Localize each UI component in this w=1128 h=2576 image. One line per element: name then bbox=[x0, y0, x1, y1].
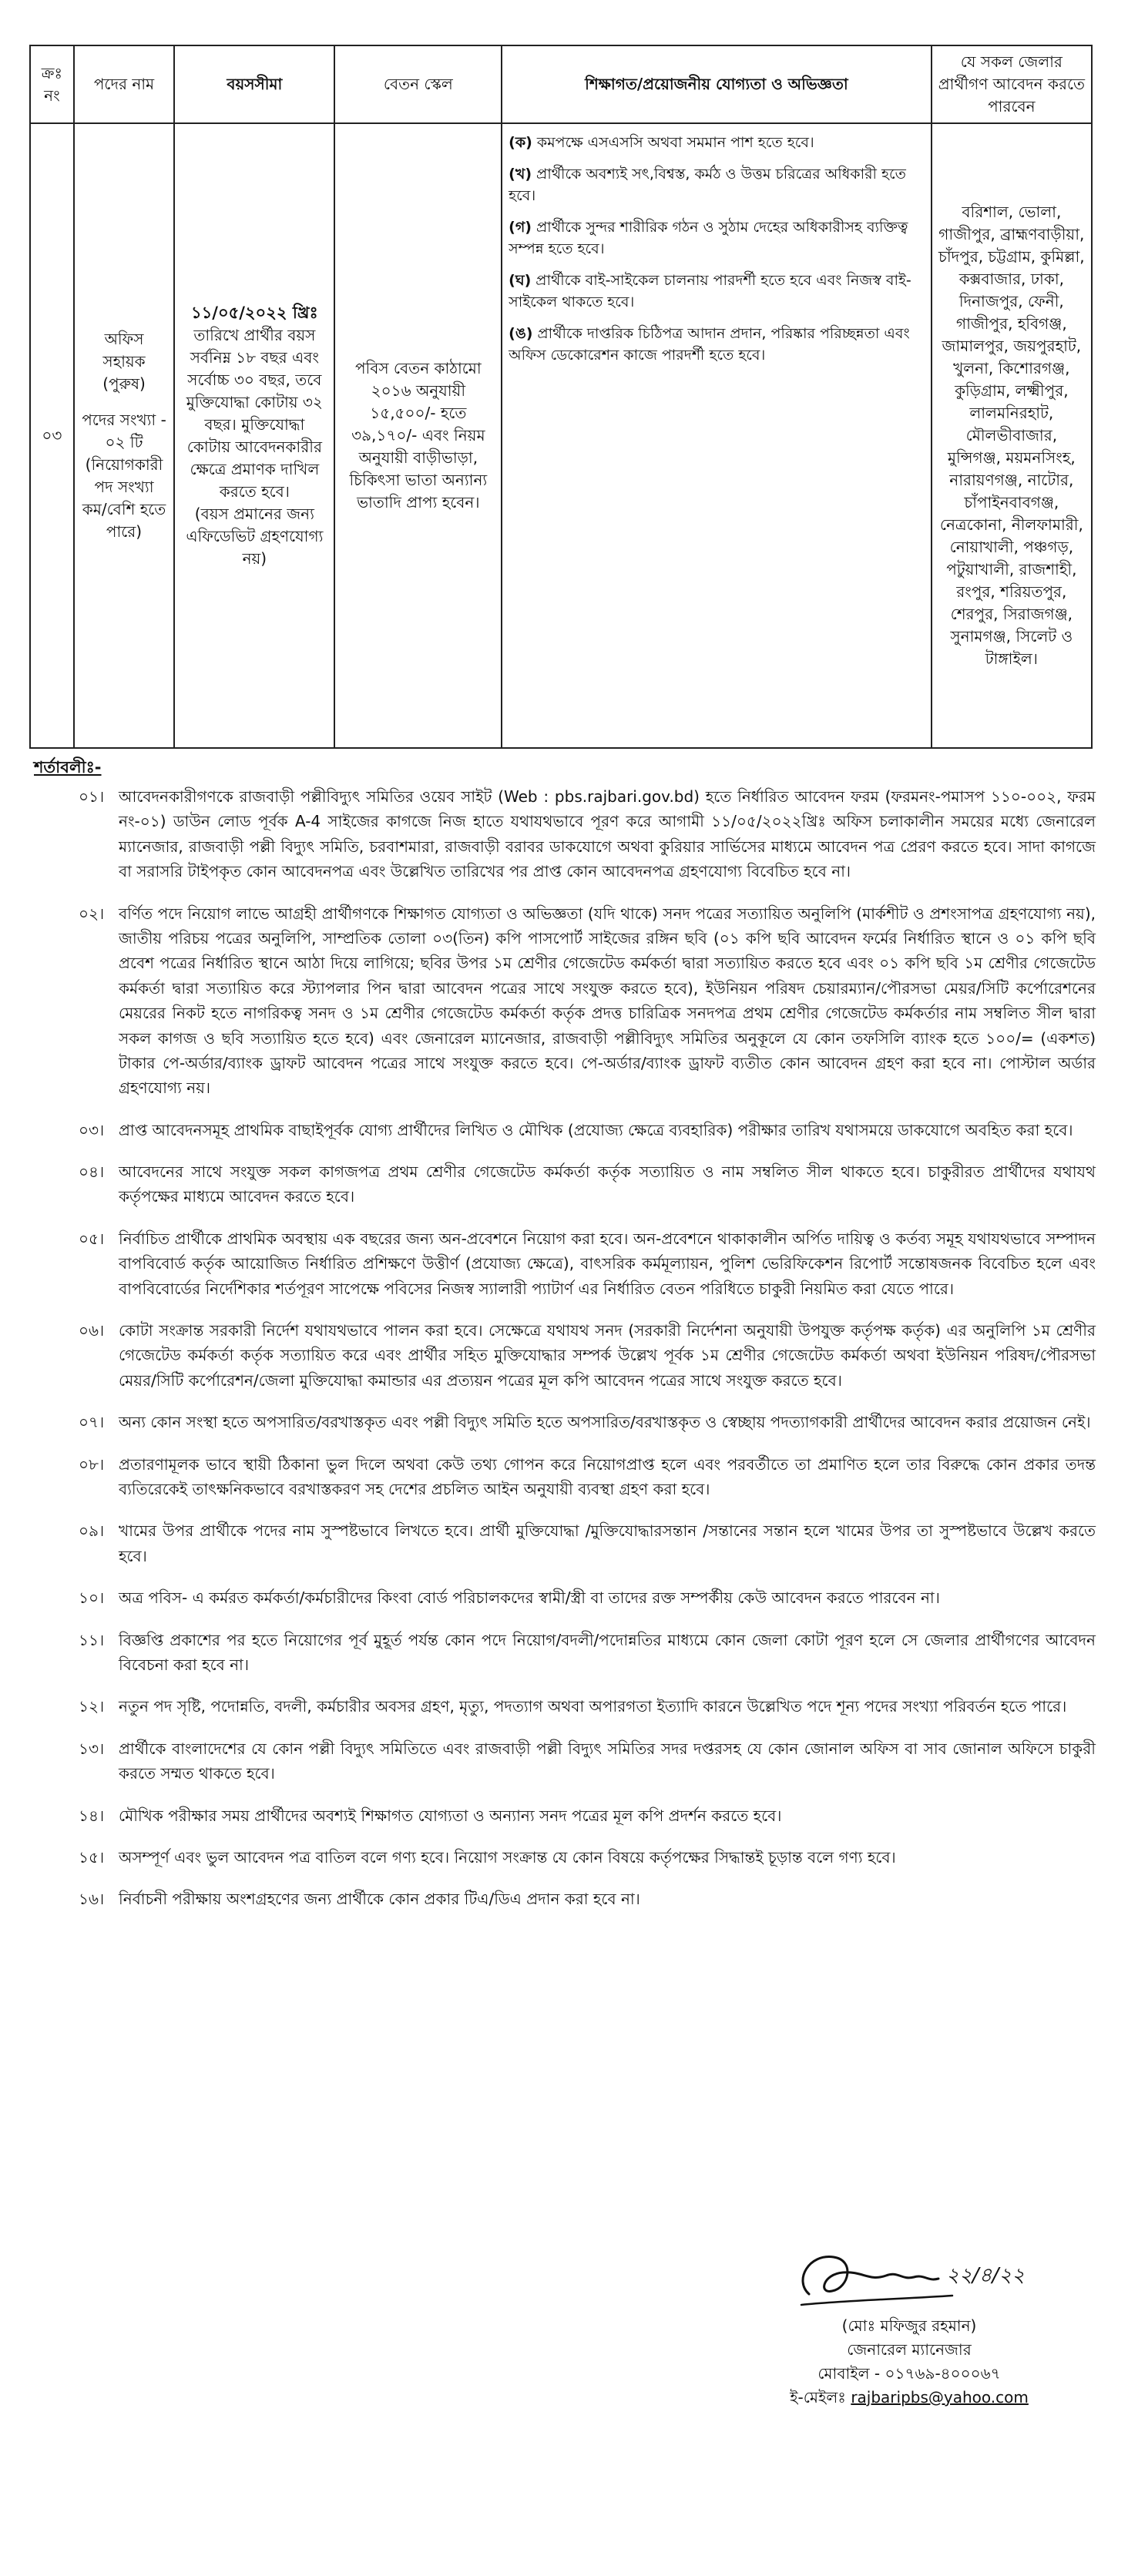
header-post-name: পদের নাম bbox=[74, 45, 174, 123]
signature-underline bbox=[801, 2296, 952, 2305]
table-row bbox=[30, 123, 1092, 748]
qualification-text: প্রার্থীকে বাই-সাইকেল চালনায় পারদর্শী হতে হবে এবং নিজস্ব বাই-সাইকেল থাকতে হবে। bbox=[509, 271, 911, 310]
condition-text: মৌখিক পরীক্ষার সময় প্রার্থীদের অবশ্যই শিক্ষাগত যোগ্যতা ও অন্যান্য সনদ পত্রের মূল কপি প্রদর্শন করতে হবে। bbox=[119, 1806, 782, 1825]
list-item bbox=[34, 1159, 1096, 1209]
post-note: (নিয়োগকারী পদ সংখ্যা কম/বেশি হতে পারে) bbox=[82, 455, 166, 541]
signatory-name: (মোঃ মফিজুর রহমান) bbox=[841, 2316, 977, 2335]
qualification-item bbox=[509, 163, 925, 207]
condition-number: ১২। bbox=[79, 1697, 105, 1716]
condition-number: ০৫। bbox=[79, 1229, 105, 1248]
condition-number: ১৬। bbox=[79, 1890, 105, 1909]
condition-text: নির্বাচনী পরীক্ষায় অংশগ্রহণের জন্য প্রার্থীকে কোন প্রকার টিএ/ডিএ প্রদান করা হবে না। bbox=[119, 1890, 640, 1909]
list-item bbox=[34, 784, 1096, 884]
list-item bbox=[34, 1452, 1096, 1502]
age-cell bbox=[174, 123, 334, 748]
header-serial: ক্রঃ নং bbox=[30, 45, 74, 123]
pay-scale-cell: পবিস বেতন কাঠামো ২০১৬ অনুযায়ী ১৫,৫০০/- হতে ৩৯,১৭০/- এবং নিয়ম অনুযায়ী বাড়ীভাড়া, চিকিৎসা ভাতা অন্যান্য ভাতাদি প্রাপ্য হবেন। bbox=[334, 123, 502, 748]
qualification-cell bbox=[502, 123, 932, 748]
qualification-item bbox=[509, 270, 925, 314]
eligible-districts-cell: বরিশাল, ভোলা, গাজীপুর, ব্রাহ্মণবাড়ীয়া, চাঁদপুর, চট্টগ্রাম, কুমিল্লা, কক্সবাজার, ঢাকা, দিনাজপুর, ফেনী, গাজীপুর, হবিগঞ্জ, জামালপুর, জয়পুরহাট, খুলনা, কিশোরগঞ্জ, কুড়িগ্রাম, লক্ষ্মীপুর, লালমনিরহাট, মৌলভীবাজার, মুন্সিগঞ্জ, ময়মনসিংহ, নারায়ণগঞ্জ, নাটোর, চাঁপাইনবাবগঞ্জ, নেত্রকোনা, নীলফামারী, নোয়াখালী, পঞ্চগড়, পটুয়াখালী, রাজশাহী, রংপুর, শরিয়তপুর, শেরপুর, সিরাজগঞ্জ, সুনামগঞ্জ, সিলেট ও টাঙ্গাইল। bbox=[932, 123, 1092, 748]
list-item bbox=[34, 1518, 1096, 1568]
condition-text: আবেদনের সাথে সংযুক্ত সকল কাগজপত্র প্রথম শ্রেণীর গেজেটেড কর্মকর্তা কর্তৃক সত্যায়িত ও নাম সম্বলিত সীল থাকতে হবে। চাকুরীরত প্রার্থীদের যথাযথ কর্তৃপক্ষের মাধ্যমে আবেদন করতে হবে। bbox=[119, 1162, 1096, 1206]
signatory-mobile: মোবাইল - ০১৭৬৯-৪০০০৬৭ bbox=[817, 2364, 1001, 2383]
list-item bbox=[34, 1736, 1096, 1786]
age-note: (বয়স প্রমানের জন্য এফিডেভিট গ্রহণযোগ্য নয়) bbox=[186, 505, 324, 569]
condition-text: অত্র পবিস- এ কর্মরত কর্মকর্তা/কর্মচারীদের কিংবা বোর্ড পরিচালকদের স্বামী/স্ত্রী বা তাদের রক্ত সম্পর্কীয় কেউ আবেদন করতে পারবেন না। bbox=[119, 1588, 940, 1608]
post-count: পদের সংখ্যা - ০২ টি bbox=[82, 411, 166, 451]
condition-number: ০৮। bbox=[79, 1454, 105, 1474]
qualification-item bbox=[509, 323, 925, 367]
list-item bbox=[34, 1226, 1096, 1301]
qualification-item bbox=[509, 132, 925, 154]
condition-number: ১০। bbox=[79, 1588, 105, 1608]
header-districts: যে সকল জেলার প্রার্থীগণ আবেদন করতে পারবেন bbox=[932, 45, 1092, 123]
list-item bbox=[34, 1318, 1096, 1393]
signatory-email-row bbox=[740, 2386, 1079, 2410]
age-text: তারিখে প্রার্থীর বয়স সর্বনিম্ন ১৮ বছর এবং সর্বোচ্চ ৩০ বছর, তবে মুক্তিযোদ্ধা কোটায় ৩২ বছর। মুক্তিযোদ্ধা কোটায় আবেদনকারীর ক্ষেত্রে প্রমাণক দাখিল করতে হবে। bbox=[186, 326, 323, 501]
conditions-list bbox=[34, 784, 1096, 1929]
qualification-text: প্রার্থীকে অবশ্যই সৎ,বিশ্বস্ত, কর্মঠ ও উত্তম চরিত্রের অধিকারী হতে হবে। bbox=[509, 165, 906, 204]
header-pay-scale: বেতন স্কেল bbox=[334, 45, 502, 123]
condition-text: বর্ণিত পদে নিয়োগ লাভে আগ্রহী প্রার্থীগণকে শিক্ষাগত যোগ্যতা ও অভিজ্ঞতা (যদি থাকে) সনদ পত্রের সত্যায়িত অনুলিপি (মার্কশীট ও প্রশংসাপত্র গ্রহণযোগ্য নয়), জাতীয় পরিচয় পত্রের অনুলিপি, সাম্প্রতিক তোলা ০৩(তিন) কপি পাসপোর্ট সাইজের রঙ্গিন ছবি (০১ কপি ছবি আবেদন ফর্মের নির্ধারিত স্থানে ও ০১ কপি ছবি প্রবেশ পত্রের নির্ধারিত স্থানে আঠা দিয়ে লাগিয়ে; ছবির উপর ১ম শ্রেণীর গেজেটেড কর্মকর্তা দ্বারা সত্যায়িত করতে হবে এবং ০১ কপি ছবি ১ম শ্রেণীর গেজেটেড কর্মকর্তা দ্বারা সত্যায়িত করে স্ট্যাপলার পিন দ্বারা আবেদন পত্রের সাথে সংযুক্ত করতে হবে), ইউনিয়ন পরিষদ চেয়ারম্যান/পৌরসভা মেয়র/সিটি কর্পোরেশনের মেয়রের নিকট হতে নাগরিকত্ব সনদ ও ১ম শ্রেণীর গেজেটেড কর্মকর্তা কর্তৃক প্রদত্ত চারিত্রিক সনদপত্র প্রথম শ্রেণীর গেজেটেড কর্মকর্তার নাম সম্বলিত সীল দ্বারা সকল কাগজ ও ছবি সত্যায়িত হতে হবে) এবং জেনারেল ম্যানেজার, রাজবাড়ী পল্লীবিদ্যুৎ সমিতির অনুকূলে যে কোন তফসিলি ব্যাংক হতে ১০০/= (একশত) টাকার পে-অর্ডার/ব্যাংক ড্রাফট আবেদন পত্রের সাথে সংযুক্ত করতে হবে। পে-অর্ডার/ব্যাংক ড্রাফট ব্যতীত কোন আবেদন গ্রহণ করা হবে না। পোস্টাল অর্ডার গ্রহণযোগ্য নয়। bbox=[119, 904, 1096, 1098]
age-reference-date: ১১/০৫/২০২২ খ্রিঃ bbox=[191, 303, 318, 322]
condition-text: খামের উপর প্রার্থীকে পদের নাম সুস্পষ্টভাবে লিখতে হবে। প্রার্থী মুক্তিযোদ্ধা /মুক্তিযোদ্ধারসন্তান /সন্তানের সন্তান হলে খামের উপর তা সুস্পষ্টভাবে উল্লেখ করতে হবে। bbox=[119, 1521, 1096, 1565]
row-serial: ০৩ bbox=[30, 123, 74, 748]
signature-block bbox=[740, 2234, 1079, 2410]
condition-text: অন্য কোন সংস্থা হতে অপসারিত/বরখাস্তকৃত এবং পল্লী বিদ্যুৎ সমিতি হতে অপসারিত/বরখাস্তকৃত ও স্বেচ্ছায় পদত্যাগকারী প্রার্থীদের আবেদন করার প্রয়োজন নেই। bbox=[119, 1413, 1091, 1432]
list-item bbox=[34, 1628, 1096, 1678]
qualification-mark: (ঘ) bbox=[509, 271, 532, 289]
condition-text: নির্বাচিত প্রার্থীকে প্রাথমিক অবস্থায় এক বছরের জন্য অন-প্রবেশনে নিয়োগ করা হবে। অন-প্রবেশনে থাকাকালীন অর্পিত দায়িত্ব ও কর্তব্য সমূহ যথাযথভাবে সম্পাদন বাপবিবোর্ড কর্তৃক আয়োজিত নির্ধারিত প্রশিক্ষণে উত্তীর্ণ (প্রযোজ্য ক্ষেত্রে), বাৎসরিক কর্মমূল্যায়ন, পুলিশ ভেরিফিকেশন রিপোর্ট সন্তোষজনক বিবেচিত হলে এবং বাপবিবোর্ডের নির্দেশিকার শর্তপূরণ সাপেক্ষে পবিসের নিজস্ব স্যালারী প্যাটার্ণ এর নির্ধারিত বেতন পরিধিতে চাকুরী নিয়মিত করা যেতে পারে। bbox=[119, 1229, 1096, 1298]
condition-text: প্রার্থীকে বাংলাদেশের যে কোন পল্লী বিদ্যুৎ সমিতিতে এবং রাজবাড়ী পল্লী বিদ্যুৎ সমিতির সদর দপ্তরসহ যে কোন জোনাল অফিস বা সাব জোনাল অফিসে চাকুরী করতে সম্মত থাকতে হবে। bbox=[119, 1739, 1096, 1783]
post-details-table bbox=[29, 45, 1093, 749]
condition-text: বিজ্ঞপ্তি প্রকাশের পর হতে নিয়োগের পূর্ব মুহূর্ত পর্যন্ত কোন পদে নিয়োগ/বদলী/পদোন্নতির মাধ্যমে কোন জেলা কোটা পূরণ হলে সে জেলার প্রার্থীগণের আবেদন বিবেচনা করা হবে না। bbox=[119, 1630, 1096, 1674]
list-item bbox=[34, 1118, 1096, 1142]
condition-text: প্রাপ্ত আবেদনসমূহ প্রাথমিক বাছাইপূর্বক যোগ্য প্রার্থীদের লিখিত ও মৌখিক (প্রযোজ্য ক্ষেত্রে ব্যবহারিক) পরীক্ষার তারিখ যথাসময়ে ডাকযোগে অবহিত করা হবে। bbox=[119, 1120, 1073, 1139]
email-label: ই-মেইলঃ bbox=[790, 2388, 846, 2407]
condition-text: কোটা সংক্রান্ত সরকারী নির্দেশ যথাযথভাবে পালন করা হবে। সেক্ষেত্রে যথাযথ সনদ (সরকারী নির্দেশনা অনুযায়ী উপযুক্ত কর্তৃপক্ষ কর্তৃক) এর অনুলিপি ১ম শ্রেণীর গেজেটেড কর্মকর্তা কর্তৃক সত্যায়িত করে এবং প্রার্থীর সহিত মুক্তিযোদ্ধার সম্পর্ক উল্লেখ পূর্বক ১ম শ্রেণীর গেজেটেড কর্মকর্তা অথবা ইউনিয়ন পরিষদ/পৌরসভা মেয়র/সিটি কর্পোরেশন/জেলা মুক্তিযোদ্ধা কমান্ডার এর প্রত্যয়ন পত্রের মূল কপি আবেদন পত্রের সাথে সংযুক্ত করতে হবে। bbox=[119, 1321, 1096, 1390]
post-title: অফিস সহায়ক (পুরুষ) bbox=[102, 330, 146, 393]
qualification-text: প্রার্থীকে দাপ্তরিক চিঠিপত্র আদান প্রদান, পরিষ্কার পরিচ্ছন্নতা এবং অফিস ডেকোরেশন কাজে পারদর্শী হতে হবে। bbox=[509, 324, 910, 364]
qualification-mark: (ক) bbox=[509, 134, 532, 151]
condition-number: ১৪। bbox=[79, 1806, 105, 1825]
list-item bbox=[34, 1887, 1096, 1911]
condition-text: অসম্পূর্ণ এবং ভুল আবেদন পত্র বাতিল বলে গণ্য হবে। নিয়োগ সংক্রান্ত যে কোন বিষয়ে কর্তৃপক্ষের সিদ্ধান্তই চূড়ান্ত বলে গণ্য হবে। bbox=[119, 1847, 896, 1867]
list-item bbox=[34, 1694, 1096, 1719]
condition-number: ০৭। bbox=[79, 1413, 105, 1432]
email-link[interactable]: rajbaripbs@yahoo.com bbox=[851, 2388, 1029, 2407]
conditions-heading: শর্তাবলীঃ- bbox=[34, 758, 102, 776]
condition-text: প্রতারণামূলক ভাবে স্থায়ী ঠিকানা ভুল দিলে অথবা কেউ তথ্য গোপন করে নিয়োগপ্রাপ্ত হলে এবং পরবর্তীতে তা প্রমাণিত হলে তার বিরুদ্ধে কোন প্রকার তদন্ত ব্যতিরেকেই তাৎক্ষনিকভাবে বরখাস্তকরণ সহ দেশের প্রচলিত আইন অনুযায়ী ব্যবস্থা গ্রহণ করা হবে। bbox=[119, 1454, 1096, 1498]
qualification-item bbox=[509, 216, 925, 260]
signature-date: ২২/৪/২২ bbox=[946, 2264, 1026, 2287]
header-qualification: শিক্ষাগত/প্রয়োজনীয় যোগ্যতা ও অভিজ্ঞতা bbox=[502, 45, 932, 123]
signatory-designation: জেনারেল ম্যানেজার bbox=[847, 2340, 972, 2359]
handwritten-signature bbox=[778, 2234, 1040, 2319]
list-item bbox=[34, 1585, 1096, 1610]
condition-number: ০১। bbox=[79, 787, 105, 806]
condition-number: ০২। bbox=[79, 904, 105, 923]
list-item bbox=[34, 1410, 1096, 1434]
condition-number: ০৪। bbox=[79, 1162, 105, 1182]
condition-text: নতুন পদ সৃষ্টি, পদোন্নতি, বদলী, কর্মচারীর অবসর গ্রহণ, মৃত্যু, পদত্যাগ অথবা অপারগতা ইত্যাদি কারনে উল্লেখিত পদে শূন্য পদের সংখ্যা পরিবর্তন হতে পারে। bbox=[119, 1697, 1067, 1716]
condition-number: ০৩। bbox=[79, 1120, 105, 1139]
list-item bbox=[34, 1845, 1096, 1870]
qualification-text: কমপক্ষে এসএসসি অথবা সমমান পাশ হতে হবে। bbox=[536, 134, 814, 151]
condition-text: আবেদনকারীগণকে রাজবাড়ী পল্লীবিদ্যুৎ সমিতির ওয়েব সাইট (Web : pbs.rajbari.gov.bd) হতে নির্ধারিত আবেদন ফরম (ফরমনং-পমাসপ ১১০-০০২, ফরম নং-০১) ডাউন লোড পূর্বক A-4 সাইজের কাগজে নিজ হাতে যথাযথভাবে পূরণ করে আগামী ১১/০৫/২০২২খ্রিঃ অফিস চলাকালীন সময়ের মধ্যে জেনারেল ম্যানেজার, রাজবাড়ী পল্লী বিদ্যুৎ সমিতি, চরবাশমারা, রাজবাড়ী বরাবর ডাকযোগে অথবা কুরিয়ার সার্ভিসের মাধ্যমে আবেদন পত্র প্রেরণ করতে হবে। সাদা কাগজে বা সরাসরি টাইপকৃত কোন আবেদনপত্র এবং উল্লেখিত তারিখের পর প্রাপ্ত কোন আবেদনপত্র গ্রহণযোগ্য বিবেচিত হবে না। bbox=[119, 787, 1096, 881]
condition-number: ১৩। bbox=[79, 1739, 105, 1758]
qualification-mark: (খ) bbox=[509, 165, 532, 183]
list-item bbox=[34, 1803, 1096, 1828]
condition-number: ১৫। bbox=[79, 1847, 105, 1867]
qualification-mark: (ঙ) bbox=[509, 324, 533, 342]
condition-number: ০৯। bbox=[79, 1521, 105, 1541]
table-header-row bbox=[30, 45, 1092, 123]
condition-number: ১১। bbox=[79, 1630, 105, 1649]
post-cell bbox=[74, 123, 174, 748]
header-age-limit: বয়সসীমা bbox=[174, 45, 334, 123]
signature-stroke bbox=[803, 2257, 938, 2294]
qualification-mark: (গ) bbox=[509, 218, 532, 236]
qualification-text: প্রার্থীকে সুন্দর শারীরিক গঠন ও সুঠাম দেহের অধিকারীসহ ব্যক্তিত্ব সম্পন্ন হতে হবে। bbox=[509, 218, 908, 257]
list-item bbox=[34, 901, 1096, 1101]
condition-number: ০৬। bbox=[79, 1321, 105, 1340]
